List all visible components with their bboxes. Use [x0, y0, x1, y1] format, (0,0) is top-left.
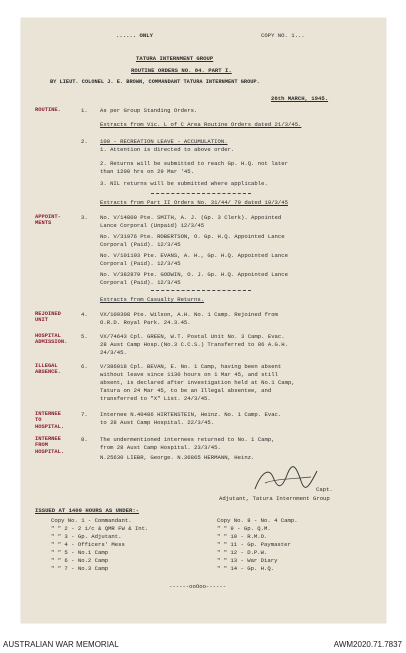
- section-heading-illegal-absence: ILLEGAL ABSENCE.: [35, 363, 61, 376]
- section-line: No. V/14800 Pte. SMITH, A. J. (Gp. 3 Clerk). Appointed: [100, 214, 282, 221]
- section-number: 8.: [81, 436, 88, 443]
- section-line: 2. Returns will be submitted to reach Gp. H.Q. not later: [100, 160, 288, 167]
- distribution-item: " " 9 - Gp. Q.M.: [217, 525, 271, 532]
- section-number: 2.: [81, 138, 88, 145]
- section-line: Corporal (Paid). 12/3/45: [100, 279, 181, 286]
- extract-heading: Extracts from Part II Orders No. 31/44/ 79 dated 19/3/45: [100, 199, 288, 206]
- section-heading-routine: ROUTINE.: [35, 107, 61, 113]
- archive-reference: AWM2020.71.7837: [333, 640, 402, 649]
- commandant-line: BY LIEUT. COLONEL J. E. BROWN, COMMANDANT TATURA INTERNMENT GROUP.: [50, 79, 260, 85]
- section-number: 6.: [81, 363, 88, 370]
- distribution-item: " " 6 - No.2 Camp: [51, 557, 109, 564]
- section-heading-internee-from-hospital: INTERNEE FROM HOSPITAL.: [35, 436, 65, 455]
- section-line: to 28 Aust Camp Hospital. 22/3/45.: [100, 419, 215, 426]
- section-line: than 1200 hrs on 29 Mar '45.: [100, 168, 194, 175]
- archive-footer: [0, 636, 406, 653]
- section-line: Corporal (Paid). 12/3/45: [100, 260, 181, 267]
- section-number: 4.: [81, 311, 88, 318]
- handwritten-signature: [251, 463, 321, 495]
- section-line: V/386018 Cpl. BEVAN, E. No. 1 Camp, having been absent: [100, 363, 282, 370]
- section-line: Internee N.40486 HIRTENSTEIN, Heinz. No. 1 Camp. Evac.: [100, 411, 282, 418]
- extract-heading: Extracts from Casualty Returns.: [100, 296, 205, 303]
- section-line: 24/3/45.: [100, 349, 127, 356]
- section-line: N.25630 LIEBR, George. N.36865 HERMANN, Heinz.: [100, 454, 255, 461]
- section-line: No. V/382879 Pte. GODWIN, O. J. Gp. H.Q. Appointed Lance: [100, 271, 288, 278]
- section-heading-rejoined: REJOINED UNIT: [35, 311, 61, 324]
- order-date: 26th MARCH, 1945.: [271, 95, 329, 102]
- section-number: 3.: [81, 214, 88, 221]
- extract-heading: Extracts from Vic. L of C Area Routine Orders dated 21/3/45.: [100, 121, 302, 128]
- orders-title: ROUTINE ORDERS NO. 84. PART I.: [131, 67, 232, 74]
- section-line: without leave since 1130 hours on 1 Mar 45, and still: [100, 371, 278, 378]
- section-line: transferred to "X" List. 24/3/45.: [100, 395, 211, 402]
- section-line: Lance Corporal (Unpaid) 12/3/45: [100, 222, 205, 229]
- distribution-item: " " 12 - D.P.W.: [217, 549, 268, 556]
- distribution-item: " " 11 - Gp. Paymaster: [217, 541, 291, 548]
- distribution-heading: ISSUED AT 1400 HOURS AS UNDER:-: [35, 507, 140, 514]
- distribution-item: Copy No. 1 - Commandant.: [51, 517, 132, 524]
- section-heading-internee-to-hospital: INTERNEE TO HOSPITAL.: [35, 411, 65, 430]
- signature-title: Adjutant, Tatura Internment Group: [219, 495, 330, 502]
- section-line: O.R.D. Royal Park. 24.3.45.: [100, 319, 191, 326]
- distribution-item: " " 10 - R.M.O.: [217, 533, 268, 540]
- section-heading-hospital-admission: HOSPITAL ADMISSION.: [35, 333, 68, 346]
- distribution-item: Copy No. 8 - No. 4 Camp.: [217, 517, 298, 524]
- group-title: TATURA INTERNMENT GROUP: [136, 55, 214, 62]
- section-line: 1. Attention is directed to above order.: [100, 146, 235, 153]
- section-line: 100 - RECREATION LEAVE - ACCUMULATION.: [100, 138, 228, 145]
- section-line: No. V/101193 Pte. EVANS, A. H., Gp. H.Q. Appointed Lance: [100, 252, 288, 259]
- document-page: [21, 18, 386, 623]
- section-number: 7.: [81, 411, 88, 418]
- section-heading-appointments: APPOINT- MENTS: [35, 214, 61, 227]
- section-number: 1.: [81, 107, 88, 114]
- classification-label: ...... ONLY: [116, 32, 153, 39]
- section-line: VX/109308 Pte. Wilson, A.H. No. 1 Camp. Rejoined from: [100, 311, 278, 318]
- section-line: The undermentioned internees returned to No. 1 Camp,: [100, 436, 275, 443]
- section-line: Corporal (Paid). 12/3/45: [100, 241, 181, 248]
- section-line: VX/74643 Cpl. GREEN, W.T. Postal Unit No. 3 Camp. Evac.: [100, 333, 285, 340]
- section-line: 28 Aust Camp Hosp.(No.3 C.C.S.) Transferred to 86 A.G.H.: [100, 341, 288, 348]
- section-line: No. V/31976 Pte. ROBERTSON, O. Gp. H.Q. Appointed Lance: [100, 233, 285, 240]
- section-line: 3. NIL returns will be submitted where applicable.: [100, 180, 268, 187]
- distribution-item: " " 3 - Gp. Adjutant.: [51, 533, 122, 540]
- signature-rank: Capt.: [316, 486, 333, 493]
- distribution-item: " " 7 - No.3 Camp: [51, 565, 109, 572]
- section-number: 5.: [81, 333, 88, 340]
- copy-number: COPY NO. 1...: [261, 32, 305, 39]
- distribution-item: " " 14 - Gp. H.Q.: [217, 565, 275, 572]
- section-line: from 28 Aust Camp Hospital. 23/3/45.: [100, 444, 221, 451]
- separator: [151, 193, 251, 194]
- archive-name: AUSTRALIAN WAR MEMORIAL: [3, 640, 119, 649]
- section-line: absent, is declared after investigation held at No.1 Camp,: [100, 379, 295, 386]
- distribution-item: " " 13 - War Diary: [217, 557, 278, 564]
- end-mark: ------ooOoo------: [169, 583, 227, 590]
- distribution-item: " " 5 - No.1 Camp: [51, 549, 109, 556]
- section-line: As per Group Standing Orders.: [100, 107, 198, 114]
- section-line: Tatura on 24 Mar 45, to be an Illegal absentee, and: [100, 387, 272, 394]
- separator: [151, 290, 251, 291]
- distribution-item: " " 4 - Officers' Mess: [51, 541, 125, 548]
- distribution-item: " " 2 - 2 i/c & QMR FW & Int.: [51, 525, 149, 532]
